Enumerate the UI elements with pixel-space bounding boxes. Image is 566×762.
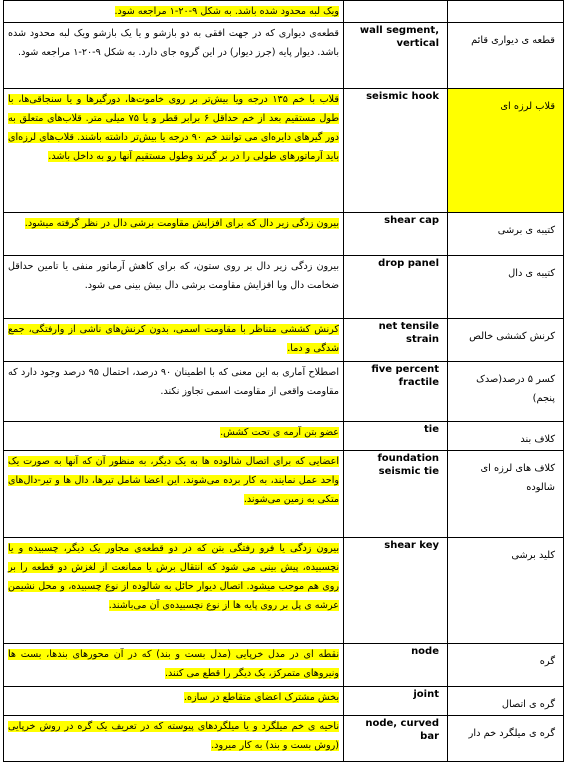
definition-cell — [4, 23, 344, 89]
english-term-cell — [344, 687, 448, 716]
english-term: five percent fractile — [371, 364, 439, 388]
definition-cell — [4, 422, 344, 451]
english-term-cell — [344, 256, 448, 319]
glossary-row — [4, 716, 564, 762]
persian-term-cell — [448, 422, 564, 451]
persian-term: کتیبه ی برشی — [497, 225, 555, 236]
english-term: node — [411, 646, 439, 657]
glossary-row — [4, 89, 564, 213]
english-term: node, curved bar — [365, 718, 439, 742]
persian-term: گره ی میلگرد خم دار — [468, 728, 555, 739]
glossary-table — [3, 0, 564, 762]
glossary-row — [4, 538, 564, 644]
definition-cell — [4, 319, 344, 362]
persian-term: گره — [539, 656, 555, 667]
persian-term-cell — [448, 716, 564, 762]
english-term-cell — [344, 89, 448, 213]
definition-cell — [4, 451, 344, 538]
english-term-cell — [344, 644, 448, 687]
glossary-row — [4, 23, 564, 89]
definition-cell — [4, 89, 344, 213]
definition-cell — [4, 687, 344, 716]
english-term-cell — [344, 23, 448, 89]
persian-term-cell — [448, 362, 564, 422]
persian-term: قلاب لرزه ای — [500, 101, 555, 112]
persian-term-cell — [448, 644, 564, 687]
persian-term-cell — [448, 213, 564, 256]
english-term: wall segment, vertical — [359, 25, 439, 49]
glossary-row — [4, 451, 564, 538]
definition-text: بیرون زدگی یا فرو رفتگی بتن که در دو قطعه‌ی مجاور یک دیگر، چسبیده و یا نچسبیده، پیش بینی می شود که انتقال برش یا ممانعت از لغزش دو قطعه را بر روی هم موجب میشود. اتصال دیوار حائل به شالوده از نوع چسبیده، و محل نشیمن عرشه ی پل بر روی پایه ها از نوع نچسبیده‌ی آن می‌باشند. — [8, 543, 339, 611]
definition-text: ناحیه ی خم میلگرد و یا میلگردهای پیوسته که در تعریف یک گره در روش خرپایی (روش بست و بند) به کار میرود. — [8, 721, 339, 751]
glossary-row — [4, 362, 564, 422]
persian-term-cell — [448, 451, 564, 538]
definition-cell — [4, 1, 344, 23]
english-term: tie — [424, 424, 439, 435]
english-term-cell — [344, 716, 448, 762]
definition-text: اصطلاح آماری به این معنی که با اطمینان ۹۰ درصد، احتمال ۹۵ درصد وجود دارد که مقاومت واقعی از مقاومت اسمی تجاوز نکند. — [8, 367, 339, 397]
glossary-row — [4, 644, 564, 687]
definition-text: بیرون زدگی زیر دال بر روی ستون، که برای کاهش آرماتور منفی یا تامین حداقل ضخامت دال ویا افزایش مقاومت برشی دال بیش بینی می شود. — [8, 261, 339, 291]
english-term-cell — [344, 319, 448, 362]
persian-term: کلید برشی — [511, 550, 555, 561]
definition-cell — [4, 256, 344, 319]
persian-term: کلاف های لرزه ای شالوده — [480, 463, 555, 493]
definition-text: کرنش کششی متناظر با مقاومت اسمی، بدون کرنش‌های ناشی از وارفتگی، جمع شدگی و دما. — [8, 324, 339, 354]
glossary-page — [3, 0, 563, 762]
english-term: joint — [413, 689, 439, 700]
definition-text: اعضایی که برای اتصال شالوده ها به یک دیگر، به منظور آن که آنها به صورت یک واحد عمل نمایند، به کار برده می‌شوند. این اعضا شامل تیرها، دال ها و تیر-دال‌های متکی به زمین می‌شوند. — [8, 456, 339, 505]
persian-term-cell — [448, 319, 564, 362]
english-term-cell — [344, 1, 448, 23]
definition-text: قطعه‌ی دیواری که در جهت افقی به دو بازشو و یا یک بازشو ویک لبه محدود شده باشد. دیوار پایه (جرز دیوار) در این گروه جای دارد. به شکل ۹-۲۰-۱ مراجعه شود. — [8, 28, 339, 58]
glossary-rows — [4, 1, 564, 762]
persian-term: قطعه ی دیواری قائم — [471, 35, 555, 46]
definition-cell — [4, 538, 344, 644]
english-term: foundation seismic tie — [377, 453, 439, 477]
glossary-row — [4, 422, 564, 451]
definition-cell — [4, 362, 344, 422]
glossary-row — [4, 213, 564, 256]
persian-term: گره ی اتصال — [501, 699, 555, 710]
english-term: drop panel — [378, 258, 439, 269]
glossary-row — [4, 256, 564, 319]
glossary-row — [4, 1, 564, 23]
persian-term-cell — [448, 89, 564, 213]
persian-term: کسر ۵ درصد(صدک پنجم) — [476, 374, 555, 404]
definition-text: بخش مشترک اعضای متقاطع در سازه. — [183, 692, 339, 703]
persian-term-cell — [448, 23, 564, 89]
persian-term-cell — [448, 687, 564, 716]
english-term: seismic hook — [366, 91, 439, 102]
english-term-cell — [344, 362, 448, 422]
persian-term: کتیبه ی دال — [508, 268, 555, 279]
definition-text: بیرون زدگی زیر دال که برای افزایش مقاومت برشی دال در نظر گرفته میشود. — [24, 218, 339, 229]
english-term: shear key — [384, 540, 439, 551]
definition-cell — [4, 213, 344, 256]
english-term-cell — [344, 538, 448, 644]
english-term-cell — [344, 213, 448, 256]
definition-cell — [4, 716, 344, 762]
persian-term: کلاف بند — [520, 434, 555, 445]
english-term-cell — [344, 422, 448, 451]
persian-term-cell — [448, 538, 564, 644]
english-term: net tensile strain — [378, 321, 439, 345]
english-term-cell — [344, 451, 448, 538]
definition-text: قلاب با خم ۱۳۵ درجه ویا بیش‌تر بر روی خاموت‌ها، دورگیرها و یا سنجاقی‌ها، با طول مستقیم بعد از خم حداقل ۶ برابر قطر و یا ۷۵ میلی متر. قلاب‌های متعلق به دور گیرهای دایره‌ای می توانند خم ۹۰ درجه یا بیش‌تر داشته باشند. قلاب‌های لرزه‌ای باید آرماتورهای طولی را در بر گیرند وطول مستقیم آنها رو به داخل باشد. — [8, 94, 339, 162]
definition-text: عضو بتن آرمه ی تحت کشش. — [220, 427, 339, 438]
english-term: shear cap — [384, 215, 439, 226]
definition-text: نقطه ای در مدل خرپایی (مدل بست و بند) که در آن محورهای بندها، بست ها ونیروهای متمرکز، یک دیگر را قطع می کنند. — [8, 649, 339, 679]
persian-term: کرنش کششی خالص — [469, 331, 555, 342]
glossary-row — [4, 319, 564, 362]
glossary-row — [4, 687, 564, 716]
persian-term-cell — [448, 1, 564, 23]
persian-term-cell — [448, 256, 564, 319]
definition-text: ویک لبه محدود شده باشد. به شکل ۹-۲۰-۱ مراجعه شود. — [114, 6, 339, 17]
definition-cell — [4, 644, 344, 687]
